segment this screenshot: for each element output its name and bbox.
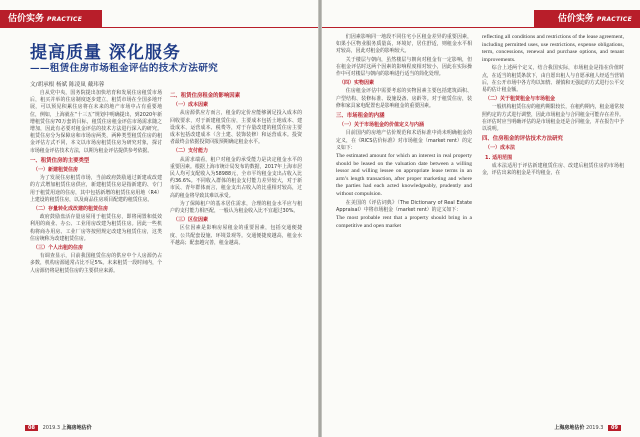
paragraph: 为了保障租户的基本居住需求，合理的租金水平应与租户的支付能力相匹配，一般认为租金收入比不宜超过30%。 [170, 200, 302, 215]
paragraph: 成本法适用于评估新建租赁住房、改建后租赁住房的市场租金，评估出来的租金是平均租金，在 [482, 162, 624, 177]
right-column-1 [336, 34, 472, 420]
paragraph: 关于楼层与朝向，虽然楼层与朝向对租金有一定影响，但在租金评估时这两个因素的影响程度相对较小，因此在实际操作中可对楼层与朝向的影响进行适当的简化处理。 [336, 56, 472, 78]
paragraph: 在美国的《评估词典》（The Dictionary of Real Estate Appraisal）中将市场租金（market rent）的定义如下： [336, 199, 472, 213]
english-quote: reflecting all conditions and restrictions of the lease agreement, including permitted uses, use restrictions, expense obligations, term, concessions, renewal and purchase options, and tenant improvements. [482, 34, 624, 63]
section-header-right [534, 10, 640, 28]
left-column-1 [30, 90, 162, 420]
section-header-cn: 估价实务 [557, 14, 594, 24]
issue-number: 2019.3 [42, 425, 61, 431]
header-rule [86, 27, 318, 28]
section-heading: 一、租赁住房的主要类型 [30, 157, 90, 164]
footer-right [554, 424, 624, 431]
paragraph: 区位因素是影响房屋租金的重要因素，包括交通便捷度、公共配套设施、环境景观等。交通便捷度越高，租金水平越高；配套越完善，租金越高。 [170, 225, 302, 246]
subsection-heading: （二）关于租赁租金与市场租金 [485, 96, 556, 103]
subsection-heading: （一）成本因素 [173, 102, 209, 109]
journal-name: 上海房地估价 [554, 425, 585, 431]
paragraph: 综合上述两个定义，结合我国实际，市场租金是指在价值时点，在适当的租赁条款下，由自愿出租人与自愿承租人经适当营销后，在公开市场中各方均以知情、谨慎和无强迫的方式进行公平交易的估计租金额。 [482, 65, 624, 93]
page-number: 09 [608, 425, 621, 431]
paragraph: 一般机构租赁住房的租约期限较长，在租约期内，租金通常按照约定的方式进行调整，因此市场租金与合同租金可能存在差异。在评估时应当明确评估的是市场租金还是合同租金，并在报告中予以说明。 [482, 104, 624, 132]
article-title: 提高质量 深化服务 [30, 43, 181, 63]
paragraph: 从需求端看，租户对租金的承受能力是决定租金水平的重要因素。根据上海市统计局发布的数据，2017年上海市居民人均可支配收入为58988元，全市平均租金支出占收入比约36.6%。不同收入群体的租金支付能力差异较大，对于新市民、青年群体而言，租金支出占收入的比重相对较高，过高的租金将导致其难以承受。 [170, 156, 302, 199]
english-quote: The most probable rent that a property should bring in a competitive and open market [336, 215, 472, 229]
subsection-heading: （三）个人出租的住房 [33, 245, 84, 252]
left-page [0, 0, 318, 437]
page-number: 08 [25, 425, 38, 431]
subsection-heading: （一）关于市场租金的价值定义与内涵 [339, 122, 425, 129]
section-header-en: PRACTICE [47, 16, 83, 23]
paragraph: 政府鼓励盘活存量房屋用于租赁住房，即将闲置和低效利用的商业、办公、工业用房改建为租赁住房。因此一些机构将商办用房、工业厂房等按照规定改建为租赁住房，这类住房统称为改建租赁住房。 [30, 214, 162, 242]
article-subtitle: ——租赁住房市场租金评估的技术方法研究 [30, 63, 218, 74]
subsection-heading: （四）实物因素 [339, 80, 375, 87]
paragraph: 从房源供应方而言，租金的定价应能够满足投入成本的回收要求，对于新建租赁住房，主要成本包括土地成本、建设成本、运营成本、税费等，对于存量改建的租赁住房主要成本包括改建成本（含土建、装饰装修）和运营成本。投资者最终会依据投资回报预期确定租金水平。 [170, 110, 302, 146]
left-column-2 [170, 90, 302, 420]
paragraph: 有调查显示，目前我国租赁住房的供应中个人房源仍占多数，机构房源通常占比不足5%。未来租赁一段时间内，个人房源仍将是租赁住房的主要供应来源。 [30, 253, 162, 274]
subsection-heading: （二）存量转化成改建的租赁住房 [33, 206, 109, 213]
section-header-en: PRACTICE [596, 16, 632, 23]
english-quote: The estimated amount for which an interest in real property should be leased on the valuation date between a willing lessor and willing lessee on appropriate lease terms in an arm’s length transaction, after proper marketing and where the parties had each acted knowledgeably, prudently and without compulsion. [336, 153, 472, 198]
subsection-heading: 1. 适用范围 [485, 154, 513, 161]
journal-name: 上海房地估价 [61, 425, 92, 431]
subsection-heading: （二）支付能力 [173, 148, 209, 155]
header-rule [322, 27, 550, 28]
article-authors: 文/胡承根 杨斌 陈凌岚 戴玮蓉 [30, 82, 105, 88]
footer-left [22, 424, 92, 431]
right-page [322, 0, 640, 437]
subsection-heading: （一）新建租赁住房 [33, 167, 79, 174]
paragraph: 为了发展住房租赁市场，当前政府鼓励通过新建或改建的方式增加租赁住房供应，新建租赁住房是指新建的、专门用于租赁用途的住房，其中包括新增的租赁住房用地（R4）上建设的租赁住房，以及商品住房项目配建的租赁住房。 [30, 175, 162, 203]
paragraph: 目前国内的房地产估价规范和术语标准中尚未明确租金的定义，在《RICS估价标准》对市场租金（market rent）的定义如下： [336, 130, 472, 151]
right-column-2 [482, 34, 624, 420]
section-header-left [0, 10, 102, 28]
section-heading: 二、租赁住房租金的影响因素 [170, 93, 241, 99]
paragraph: 自从党中央，国务院提出加快培育和发展住房租赁市场后，租买并举的住房制度逐步建立，租赁市场在全国多地开展，可以预见积累住房将在未来的地产市场中占有重要地位，例如，上海就在“十三五”规划中明确提出，到2020年新增租赁住房70万套的目标，租赁住房租金评估市场需求随之增加，因此有必要对租金评估的技术方法进行深入的研究。租赁住房分为保障房和市场房两类，两种类型租赁住房的租金评估方式不同，本文以市场房租赁住房为研究对象，探讨市场租金评估技术方法，以期为租金评估提供参考依据。 [30, 90, 162, 154]
paragraph: 们因素影响同一地段不同住宅小区租金差异的重要因素，如果小区物业服务质量高，环境好，居住舒适，则租金水平相对较高，因此对租金的影响较大。 [336, 34, 472, 55]
paragraph: 住房租金评估中需要考虑的实物因素主要包括建筑面积、户型结构、装修标准、设施设备、房龄等。对于租赁住房，装修和家具家电配置也是影响租金的重要因素。 [336, 88, 472, 109]
section-header-cn: 估价实务 [8, 14, 45, 24]
section-heading: 三、市场租金的内涵 [336, 113, 385, 120]
section-heading: 四、住房租金的评估技术方法研究 [482, 136, 563, 143]
subsection-heading: （三）区位因素 [173, 217, 209, 224]
subsection-heading: （一）成本法 [485, 145, 516, 152]
issue-number: 2019.3 [585, 425, 604, 431]
